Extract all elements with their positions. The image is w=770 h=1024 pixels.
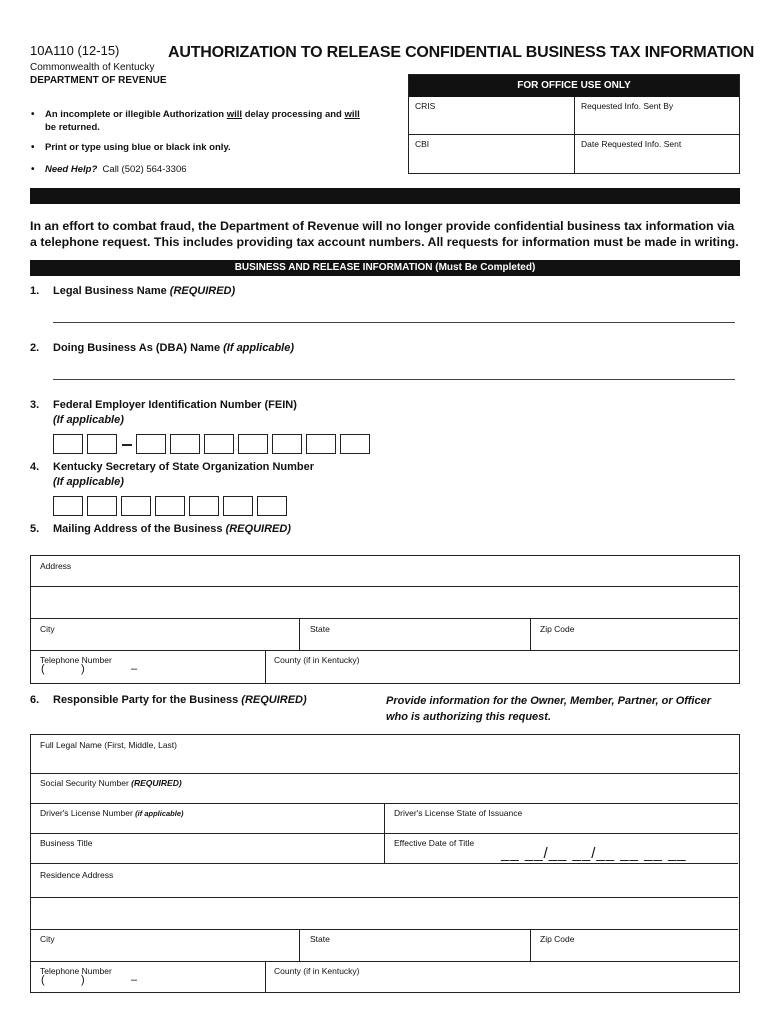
ssn-label: Social Security Number (REQUIRED) [40,778,182,788]
bullet-ink: • Print or type using blue or black ink only. [30,142,370,153]
address-label: Address [40,561,72,571]
ky-org-note: (If applicable) [53,476,124,488]
city-label: City [40,624,55,634]
row-divider [31,650,738,651]
row-divider [31,773,738,774]
row-divider [31,833,738,834]
state-label: State [310,934,330,944]
help-phone: Call (502) 564-3306 [102,164,187,175]
ky-org-digit-box[interactable] [223,496,253,516]
row-divider [31,618,738,619]
cbi-field: CBI [415,139,430,149]
phone-close-paren: ) [81,974,85,986]
effective-date-label: Effective Date of Title [394,838,475,848]
fein-digit-box[interactable] [53,434,83,454]
form-title: AUTHORIZATION TO RELEASE CONFIDENTIAL BUSINESS TAX INFORMATION [168,44,755,61]
fein-digit-box[interactable] [340,434,370,454]
address-input[interactable] [31,556,738,618]
ky-org-digit-box[interactable] [87,496,117,516]
divider-bar [30,188,740,204]
section-heading: BUSINESS AND RELEASE INFORMATION (Must Be Completed) [30,260,740,276]
county-label: County (if in Kentucky) [274,655,360,665]
phone-close-paren: ) [81,663,85,675]
ky-org-digit-box[interactable] [121,496,151,516]
date-sent-field: Date Requested Info. Sent [574,135,739,173]
responsible-party-table [30,734,740,993]
ky-org-digit-box[interactable] [257,496,287,516]
fein-digit-box[interactable] [306,434,336,454]
phone-open-paren: ( [41,663,45,675]
dl-number-label: Driver's License Number (if applicable) [40,808,184,818]
bullet-help [30,164,370,175]
full-name-label: Full Legal Name (First, Middle, Last) [40,740,177,750]
requested-sent-by-field: Requested Info. Sent By [574,97,739,135]
row-divider [31,961,738,962]
row-divider [31,863,738,864]
ky-org-digit-box[interactable] [155,496,185,516]
phone-label: Telephone Number [40,966,112,976]
county-label: County (if in Kentucky) [274,966,360,976]
fein-digit-box[interactable] [87,434,117,454]
fein-digit-box[interactable] [238,434,268,454]
fein-digit-box[interactable] [170,434,200,454]
need-help-label: Need Help? [45,164,98,175]
responsible-party-instructions: Provide information for the Owner, Member, Partner, or Officer who is authorizing this request. [386,695,711,723]
phone-dash: – [131,663,138,675]
address-line-divider [31,586,738,587]
residence-label: Residence Address [40,870,114,880]
ky-org-digit-box[interactable] [53,496,83,516]
phone-label: Telephone Number [40,655,112,665]
col-divider [299,618,300,650]
zip-label: Zip Code [540,624,575,634]
zip-label: Zip Code [540,934,575,944]
fein-digit-box[interactable] [272,434,302,454]
dl-state-label: Driver's License State of Issuance [394,808,523,818]
row-divider [31,929,738,930]
fein-note: (If applicable) [53,414,124,426]
residence-line-divider [31,897,738,898]
mailing-address-table [30,555,740,684]
office-use-heading: FOR OFFICE USE ONLY [409,75,739,97]
effective-date-input[interactable]: __ __/__ __/__ __ __ __ [501,845,687,862]
dba-name-input[interactable] [53,379,735,380]
fein-digit-box[interactable] [204,434,234,454]
agency-name: Commonwealth of Kentucky [30,62,155,73]
col-divider [299,929,300,961]
fein-digit-box[interactable] [136,434,166,454]
form-number: 10A110 (12-15) [30,43,120,58]
legal-name-input[interactable] [53,322,735,323]
cris-field: CRIS [409,97,574,135]
state-label: State [310,624,330,634]
phone-open-paren: ( [41,974,45,986]
city-label: City [40,934,55,944]
phone-dash: – [131,974,138,986]
business-title-label: Business Title [40,838,93,848]
fein-dash [122,444,132,446]
ky-org-digit-box[interactable] [189,496,219,516]
department-name: DEPARTMENT OF REVENUE [30,75,167,86]
fraud-notice: In an effort to combat fraud, the Department of Revenue will no longer provide confidential business tax information via a telephone request. This includes providing tax account numbers. All requests for information must be made in writing. [30,219,739,249]
bullet-incomplete: • An incomplete or illegible Authorization will delay processing and will be returned. [30,108,360,134]
office-use-box [408,74,740,174]
